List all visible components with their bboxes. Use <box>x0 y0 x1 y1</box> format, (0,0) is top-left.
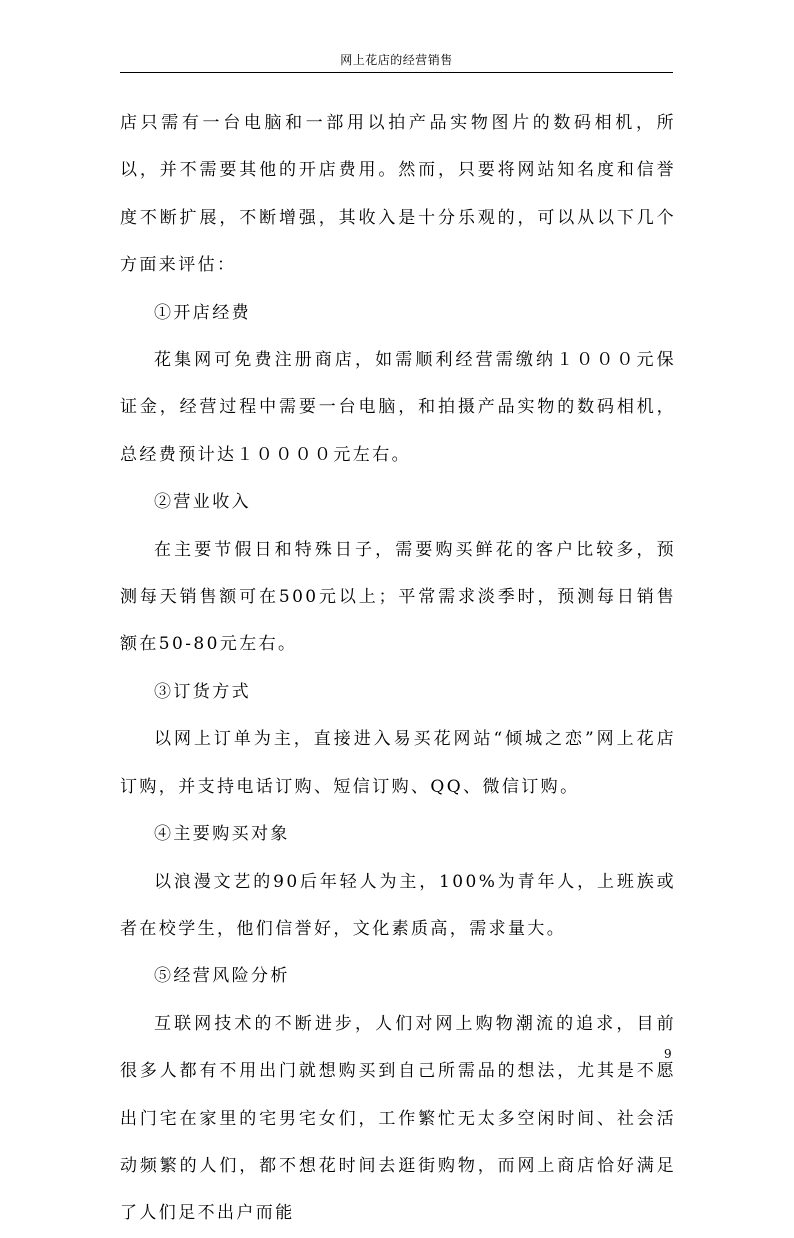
page-number: 9 <box>664 1047 672 1061</box>
paragraph-target-customers: 以浪漫文艺的90后年轻人为主，100%为青年人，上班族或者在校学生，他们信誉好，文化素质高，需求量大。 <box>120 871 676 939</box>
subheading-startup-cost: ①开店经费 <box>154 302 251 323</box>
paragraph-revenue: 在主要节假日和特殊日子，需要购买鲜花的客户比较多，预测每天销售额可在500元以上；平常需求淡季时，预测每日销售额在50-80元左右。 <box>120 539 676 655</box>
paragraph-risk-analysis: 互联网技术的不断进步，人们对网上购物潮流的追求，目前很多人都有不用出门就想购买到自己所需品的想法，尤其是不愿出门宅在家里的宅男宅女们，工作繁忙无太多空闲时间、社会活动频繁的人们，都不想花时间去逛街购物，而网上商店恰好满足了人们足不出户而能 <box>120 1013 676 1224</box>
header-rule <box>120 72 673 73</box>
paragraph-continuation: 店只需有一台电脑和一部用以拍产品实物图片的数码相机，所以，并不需要其他的开店费用。然而，只要将网站知名度和信誉度不断扩展，不断增强，其收入是十分乐观的，可以从以下几个方面来评估： <box>120 113 676 276</box>
subheading-ordering: ③订货方式 <box>154 681 251 702</box>
running-header: 网上花店的经营销售 <box>340 53 453 67</box>
subheading-revenue: ②营业收入 <box>154 492 251 513</box>
subheading-target-customers: ④主要购买对象 <box>154 824 290 845</box>
body-text <box>120 100 676 1238</box>
paragraph-startup-cost: 花集网可免费注册商店，如需顺利经营需缴纳１０００元保证金，经营过程中需要一台电脑，和拍摄产品实物的数码相机，总经费预计达１００００元左右。 <box>120 350 676 465</box>
paragraph-ordering: 以网上订单为主，直接进入易买花网站“倾城之恋”网上花店订购，并支持电话订购、短信订购、QQ、微信订购。 <box>120 729 676 797</box>
subheading-risk-analysis: ⑤经营风险分析 <box>154 966 290 987</box>
